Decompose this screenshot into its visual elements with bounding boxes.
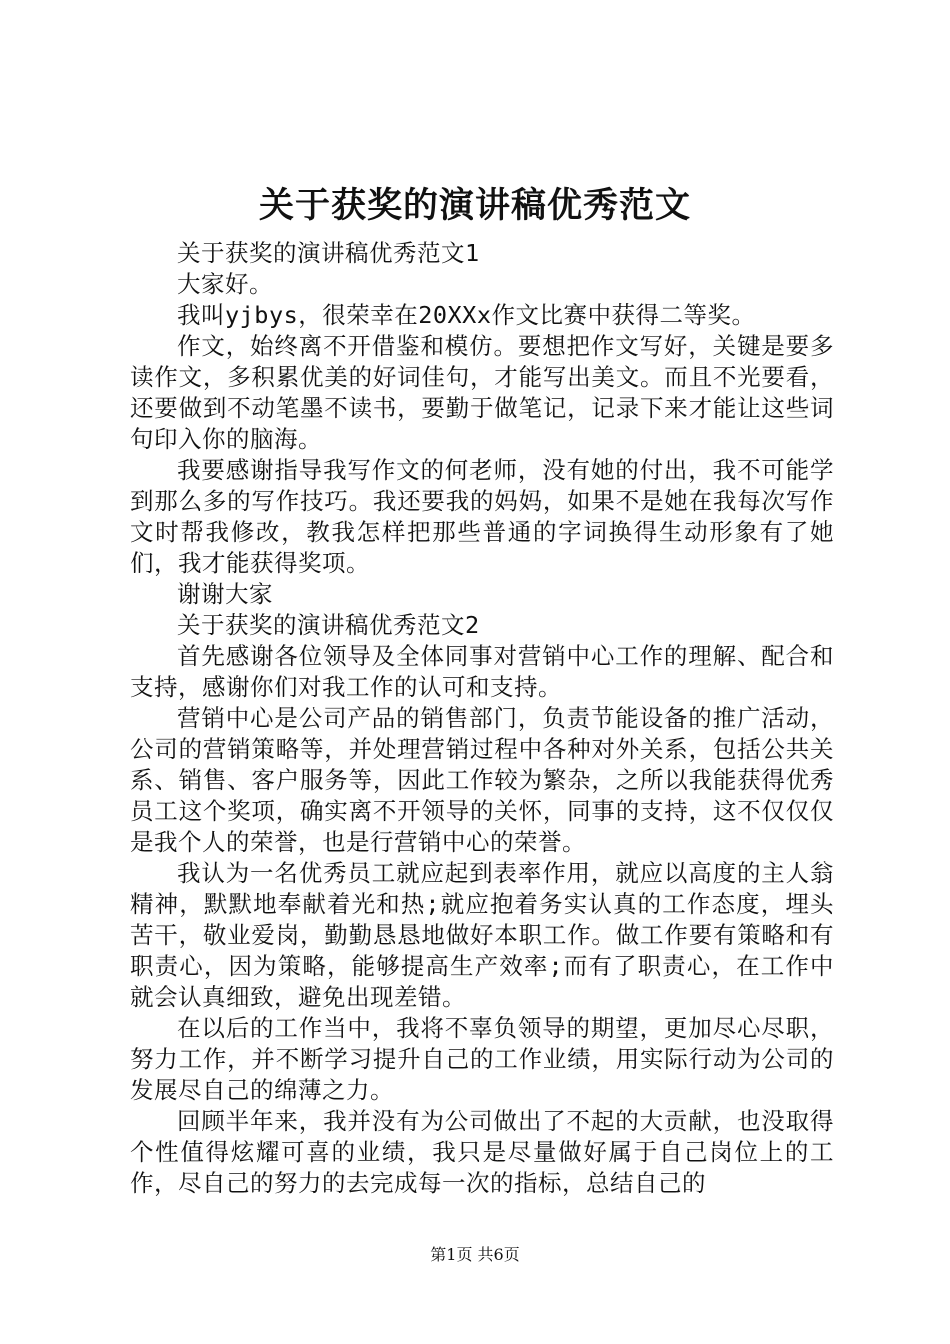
paragraph: 作文，始终离不开借鉴和模仿。要想把作文写好，关键是要多读作文，多积累优美的好词佳句，才能写出美文。而且不光要看，还要做到不动笔墨不读书，要勤于做笔记，记录下来才能让这些词句印入你的脑海。 (130, 332, 834, 453)
paragraph: 我要感谢指导我写作文的何老师，没有她的付出，我不可能学到那么多的写作技巧。我还要我的妈妈，如果不是她在我每次写作文时帮我修改，教我怎样把那些普通的字词换得生动形象有了她们，我才能获得奖项。 (130, 456, 834, 577)
document-title: 关于获奖的演讲稿优秀范文 (258, 185, 691, 226)
paragraph: 我叫yjbys，很荣幸在20XXx作文比赛中获得二等奖。 (177, 301, 756, 329)
paragraph: 营销中心是公司产品的销售部门，负责节能设备的推广活动，公司的营销策略等，并处理营销过程中各种对外关系，包括公共关系、销售、客户服务等，因此工作较为繁杂，之所以我能获得优秀员工这个奖项，确实离不开领导的关怀，同事的支持，这不仅仅仅是我个人的荣誉，也是行营销中心的荣誉。 (130, 704, 834, 856)
paragraph: 首先感谢各位领导及全体同事对营销中心工作的理解、配合和支持，感谢你们对我工作的认可和支持。 (130, 642, 834, 701)
paragraph: 我认为一名优秀员工就应起到表率作用，就应以高度的主人翁精神，默默地奉献着光和热;就应抱着务实认真的工作态度，埋头苦干，敬业爱岗，勤勤恳恳地做好本职工作。做工作要有策略和有职责心，因为策略，能够提高生产效率;而有了职责心，在工作中就会认真细致，避免出现差错。 (130, 859, 834, 1011)
paragraph: 关于获奖的演讲稿优秀范文1 (177, 239, 480, 267)
paragraph: 谢谢大家 (177, 580, 273, 608)
paragraph: 关于获奖的演讲稿优秀范文2 (177, 611, 480, 639)
paragraph: 回顾半年来，我并没有为公司做出了不起的大贡献，也没取得个性值得炫耀可喜的业绩，我只是尽量做好属于自己岗位上的工作，尽自己的努力的去完成每一次的指标，总结自己的 (130, 1107, 834, 1197)
paragraph: 在以后的工作当中，我将不辜负领导的期望，更加尽心尽职，努力工作，并不断学习提升自己的工作业绩，用实际行动为公司的发展尽自己的绵薄之力。 (130, 1014, 834, 1104)
paragraph: 大家好。 (177, 270, 273, 298)
page-number-footer: 第1页 共6页 (430, 1245, 520, 1264)
document-body (130, 238, 834, 1199)
